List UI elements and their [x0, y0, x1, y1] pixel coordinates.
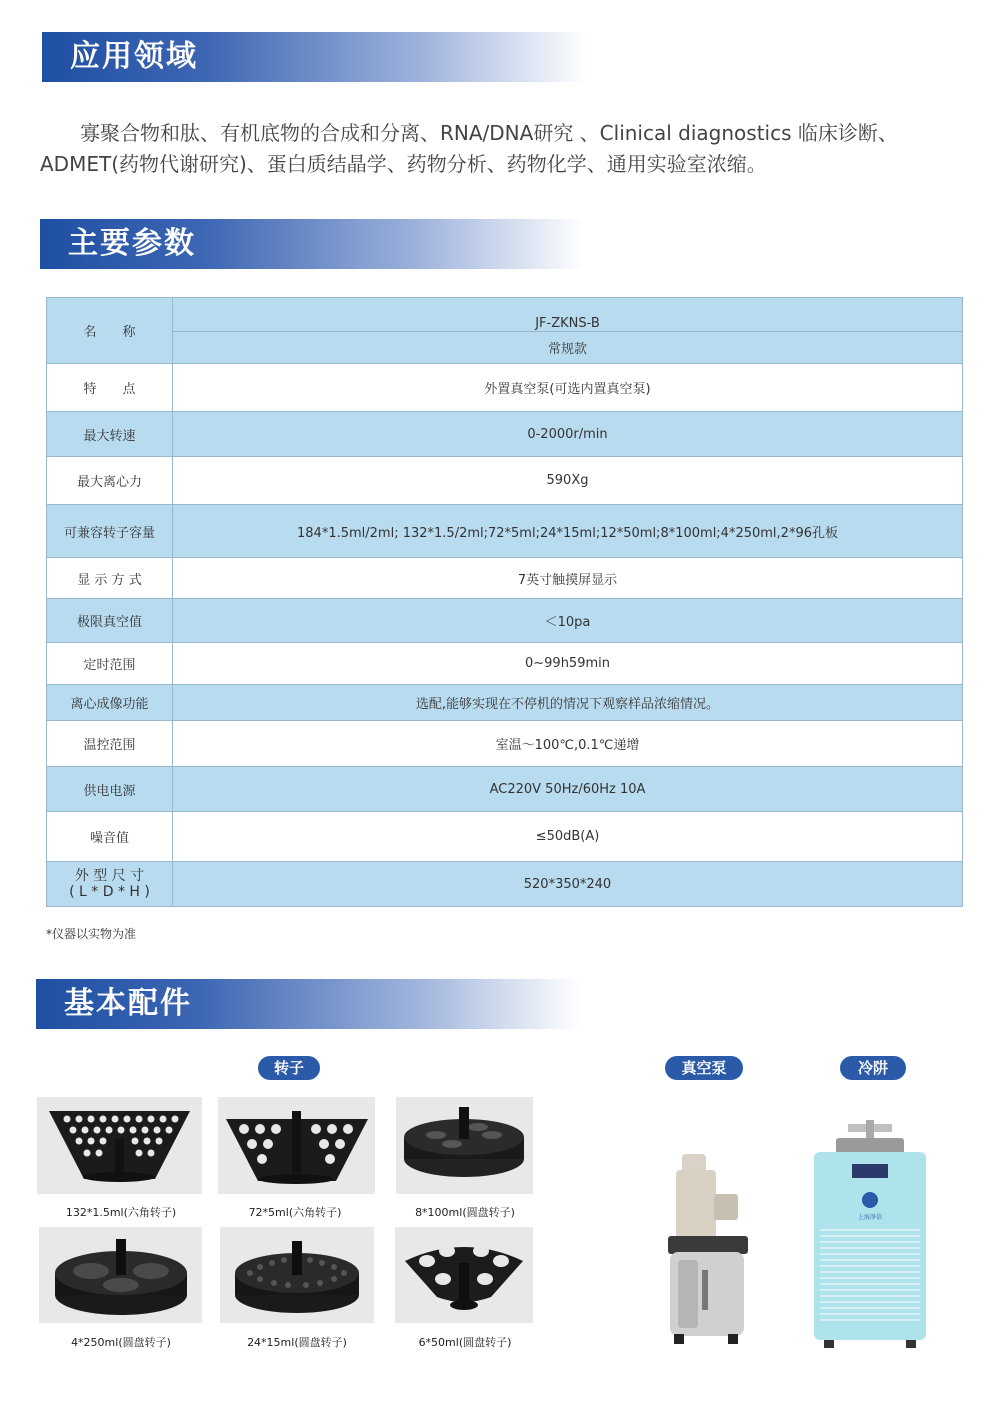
row-label: [47, 862, 173, 907]
row-value: 520*350*240: [173, 862, 963, 907]
table-row: [47, 412, 963, 457]
rotor-image-disc-4x250: [39, 1227, 202, 1323]
cold-trap-brand-text: 上海净信: [857, 1214, 882, 1221]
table-row: [47, 505, 963, 558]
row-value: 7英寸触摸屏显示: [173, 558, 963, 599]
vacuum-pump-image: [664, 1150, 750, 1346]
variant-cell: 常规款: [173, 332, 963, 364]
row-value: ≤50dB(A): [173, 812, 963, 862]
row-label: 定时范围: [47, 643, 173, 685]
row-label: 温控范围: [47, 721, 173, 767]
rotor-image-hexagonal-132: [37, 1097, 202, 1194]
table-row: [47, 862, 963, 907]
row-value: AC220V 50Hz/60Hz 10A: [173, 767, 963, 812]
parameters-table: [46, 297, 963, 907]
row-value: 室温～100℃,0.1℃递增: [173, 721, 963, 767]
row-label: 最大转速: [47, 412, 173, 457]
section-header-application: 应用领域: [42, 32, 587, 82]
rotor-caption: 24*15ml(圆盘转子): [247, 1336, 347, 1349]
row-value: 外置真空泵(可选内置真空泵): [173, 364, 963, 412]
intro-paragraph: 寡聚合物和肽、有机底物的合成和分离、RNA/DNA研究 、Clinical diagnostics 临床诊断、ADMET(药物代谢研究)、蛋白质结晶学、药物分析、药物化学、通用实验室浓缩。: [40, 121, 898, 176]
row-label: 特 点: [47, 364, 173, 412]
row-value: ＜10pa: [173, 599, 963, 643]
row-label: 噪音值: [47, 812, 173, 862]
row-label: 最大离心力: [47, 457, 173, 505]
row-value: 0-2000r/min: [173, 412, 963, 457]
table-row: [47, 685, 963, 721]
row-label: 可兼容转子容量: [47, 505, 173, 558]
table-row: [47, 332, 963, 364]
table-row: [47, 643, 963, 685]
rotor-caption: 4*250ml(圆盘转子): [71, 1336, 171, 1349]
rotor-caption: 72*5ml(六角转子): [248, 1206, 342, 1219]
rotor-caption: 132*1.5ml(六角转子): [65, 1206, 177, 1219]
table-row: [47, 457, 963, 505]
table-row: [47, 812, 963, 862]
row-label: 显 示 方 式: [47, 558, 173, 599]
row-label: 极限真空值: [47, 599, 173, 643]
rotor-image-disc-8x100: [396, 1097, 533, 1194]
pump-label-pill: 真空泵: [665, 1056, 743, 1080]
rotor-label-pill: 转子: [258, 1056, 320, 1080]
row-label: 供电电源: [47, 767, 173, 812]
dimension-label: 外 型 尺 寸: [74, 868, 145, 884]
table-row: [47, 558, 963, 599]
table-row: [47, 364, 963, 412]
rotor-caption: 6*50ml(圆盘转子): [418, 1336, 512, 1349]
trap-label-pill: 冷阱: [840, 1056, 906, 1080]
table-row: [47, 767, 963, 812]
section-header-parameters: 主要参数: [40, 219, 585, 269]
table-row: [47, 298, 963, 332]
table-row: [47, 721, 963, 767]
row-value: 选配,能够实现在不停机的情况下观察样品浓缩情况。: [173, 685, 963, 721]
row-value: 590Xg: [173, 457, 963, 505]
row-label: 离心成像功能: [47, 685, 173, 721]
row-value: 0~99h59min: [173, 643, 963, 685]
section-header-accessories: 基本配件: [36, 979, 581, 1029]
cold-trap-image: [810, 1120, 930, 1350]
model-cell: JF-ZKNS-B: [173, 298, 963, 332]
name-label-cell: 名 称: [47, 298, 173, 364]
dimension-sub-label: ( L * D * H ): [69, 884, 150, 900]
footnote: *仪器以实物为准: [46, 927, 137, 941]
row-value: 184*1.5ml/2ml; 132*1.5/2ml;72*5ml;24*15ml;12*50ml;8*100ml;4*250ml,2*96孔板: [173, 505, 963, 558]
table-row: [47, 599, 963, 643]
rotor-caption: 8*100ml(圆盘转子): [415, 1206, 515, 1219]
rotor-image-disc-24x15: [220, 1227, 374, 1323]
rotor-image-hexagonal-72: [218, 1097, 375, 1194]
rotor-image-disc-6x50: [395, 1227, 533, 1323]
